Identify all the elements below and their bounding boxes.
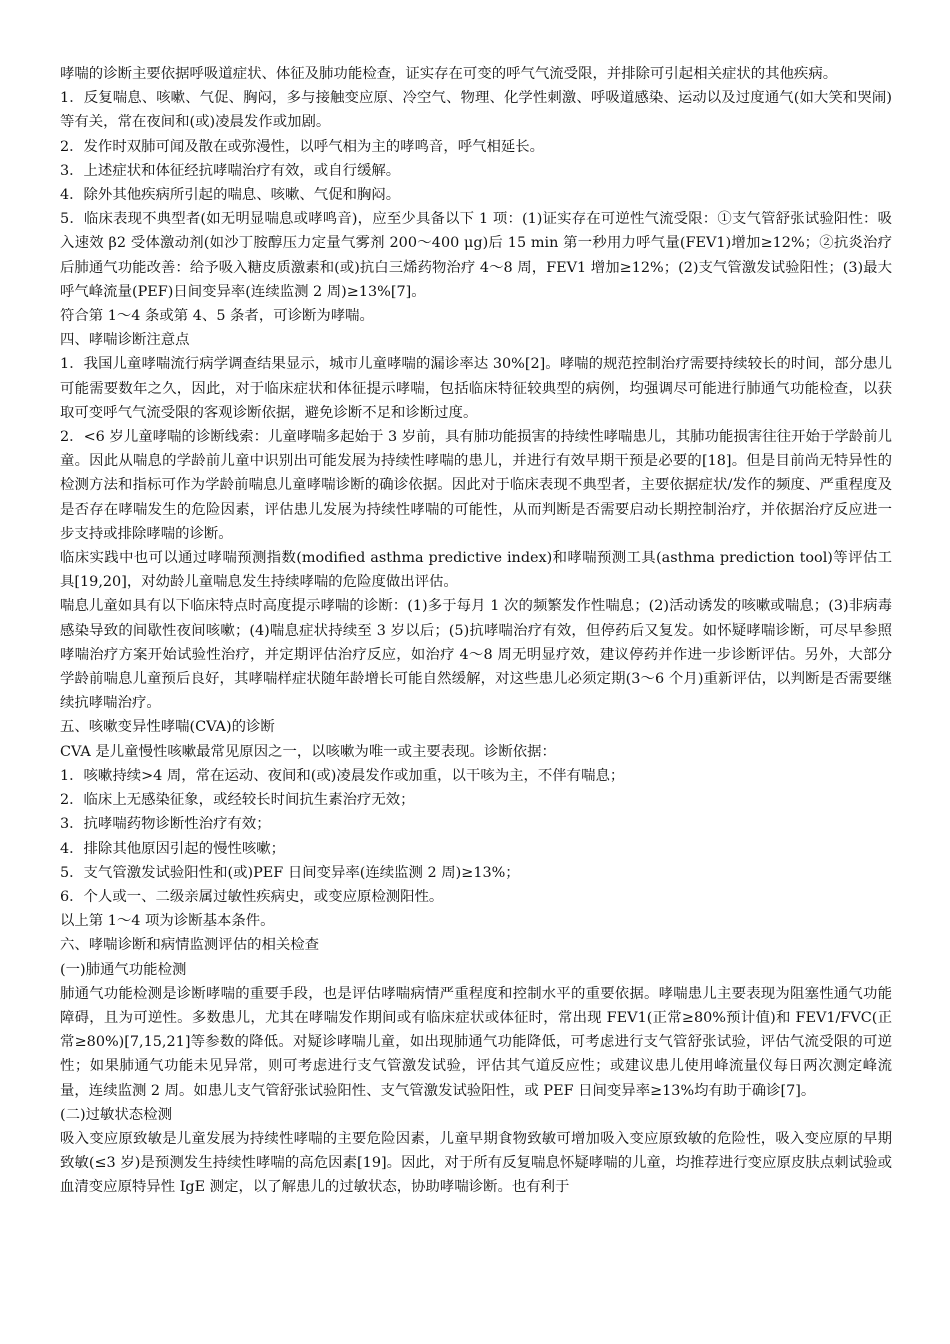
- criterion-1: 1．反复喘息、咳嗽、气促、胸闷，多与接触变应原、冷空气、物理、化学性刺激、呼吸道感染、运动以及过度通气(如大笑和哭闹)等有关，常在夜间和(或)凌晨发作或加剧。: [60, 90, 892, 131]
- criterion-3: 3．上述症状和体征经抗哮喘治疗有效，或自行缓解。: [60, 162, 401, 179]
- cva-criterion-2: 2．临床上无感染征象，或经较长时间抗生素治疗无效；: [60, 792, 415, 809]
- cva-criterion-4: 4．排除其他原因引起的慢性咳嗽；: [60, 840, 286, 857]
- allergy-paragraph: 吸入变应原致敏是儿童发展为持续性哮喘的主要危险因素，儿童早期食物致敏可增加吸入变应原致敏的危险性，吸入变应原的早期致敏(≤3 岁)是预测发生持续性哮喘的高危因素[19]。因此，对于所有反复喘息怀疑哮喘的儿童，均推荐进行变应原皮肤点刺试验或血清变应原特异性 IgE 测定，以了解患儿的过敏状态，协助哮喘诊断。也有利于: [60, 1130, 892, 1196]
- note-1: 1．我国儿童哮喘流行病学调查结果显示，城市儿童哮喘的漏诊率达 30%[2]。哮喘的规范控制治疗需要持续较长的时间，部分患儿可能需要数年之久，因此，对于临床症状和体征提示哮喘，包括临床特征较典型的病例，均强调尽可能进行肺通气功能检查，以获取可变呼气气流受限的客观诊断依据，避免诊断不足和诊断过度。: [60, 356, 892, 421]
- section-heading-6: 六、哮喘诊断和病情监测评估的相关检查: [60, 937, 320, 954]
- section-heading-4: 四、哮喘诊断注意点: [60, 332, 190, 349]
- subsection-heading-1: (一)肺通气功能检测: [60, 961, 187, 978]
- prediction-tools-paragraph: 临床实践中也可以通过哮喘预测指数(modified asthma predictive index)和哮喘预测工具(asthma prediction tool)等评估工具[19,20]，对幼龄儿童喘息发生持续哮喘的危险度做出评估。: [60, 550, 892, 591]
- subsection-heading-2: (二)过敏状态检测: [60, 1106, 172, 1123]
- criteria-conclusion: 符合第 1～4 条或第 4、5 条者，可诊断为哮喘。: [60, 308, 374, 325]
- cva-criterion-3: 3．抗哮喘药物诊断性治疗有效；: [60, 816, 271, 833]
- cva-conclusion: 以上第 1～4 项为诊断基本条件。: [60, 913, 275, 930]
- section-heading-5: 五、咳嗽变异性哮喘(CVA)的诊断: [60, 719, 275, 736]
- criterion-4: 4．除外其他疾病所引起的喘息、咳嗽、气促和胸闷。: [60, 187, 401, 204]
- wheezing-features-paragraph: 喘息儿童如具有以下临床特点时高度提示哮喘的诊断：(1)多于每月 1 次的频繁发作性喘息；(2)活动诱发的咳嗽或喘息；(3)非病毒感染导致的间歇性夜间咳嗽；(4)喘息症状持续至 3 岁以后；(5)抗哮喘治疗有效，但停药后又复发。如怀疑哮喘诊断，可尽早参照哮喘治疗方案开始试验性治疗，并定期评估治疗反应，如治疗 4～8 周无明显疗效，建议停药并作进一步诊断评估。另外，大部分学龄前喘息儿童预后良好，其哮喘样症状随年龄增长可能自然缓解，对这些患儿必须定期(3～6 个月)重新评估，以判断是否需要继续抗哮喘治疗。: [60, 598, 892, 712]
- cva-intro: CVA 是儿童慢性咳嗽最常见原因之一，以咳嗽为唯一或主要表现。诊断依据：: [60, 743, 556, 760]
- lung-function-paragraph: 肺通气功能检测是诊断哮喘的重要手段，也是评估哮喘病情严重程度和控制水平的重要依据。哮喘患儿主要表现为阻塞性通气功能障碍，且为可逆性。多数患儿，尤其在哮喘发作期间或有临床症状或体征时，常出现 FEV1(正常≥80%预计值)和 FEV1/FVC(正常≥80%)[7,15,21]等参数的降低。对疑诊哮喘儿童，如出现肺通气功能降低，可考虑进行支气管舒张试验，评估气流受限的可逆性；如果肺通气功能未见异常，则可考虑进行支气管激发试验，评估其气道反应性；或建议患儿使用峰流量仪每日两次测定峰流量，连续监测 2 周。如患儿支气管舒张试验阳性、支气管激发试验阳性，或 PEF 日间变异率≥13%均有助于确诊[7]。: [60, 985, 892, 1099]
- note-2: 2．<6 岁儿童哮喘的诊断线索：儿童哮喘多起始于 3 岁前，具有肺功能损害的持续性哮喘患儿，其肺功能损害往往开始于学龄前儿童。因此从喘息的学龄前儿童中识别出可能发展为持续性哮喘的患儿，并进行有效早期干预是必要的[18]。但是目前尚无特异性的检测方法和指标可作为学龄前喘息儿童哮喘诊断的确诊依据。因此对于临床表现不典型者，主要依据症状/发作的频度、严重程度及是否存在哮喘发生的危险因素，评估患儿发展为持续性哮喘的可能性，从而判断是否需要启动长期控制治疗，并依据治疗反应进一步支持或排除哮喘的诊断。: [60, 429, 892, 542]
- cva-criterion-1: 1．咳嗽持续>4 周，常在运动、夜间和(或)凌晨发作或加重，以干咳为主，不伴有喘息；: [60, 767, 625, 784]
- intro-paragraph: 哮喘的诊断主要依据呼吸道症状、体征及肺功能检查，证实存在可变的呼气气流受限，并排除可引起相关症状的其他疾病。: [60, 66, 838, 82]
- cva-criterion-5: 5．支气管激发试验阳性和(或)PEF 日间变异率(连续监测 2 周)≥13%；: [60, 864, 520, 881]
- cva-criterion-6: 6．个人或一、二级亲属过敏性疾病史，或变应原检测阳性。: [60, 888, 444, 905]
- criterion-5: 5．临床表现不典型者(如无明显喘息或哮鸣音)，应至少具备以下 1 项：(1)证实存在可逆性气流受限：①支气管舒张试验阳性：吸入速效 β2 受体激动剂(如沙丁胺醇压力定量气雾剂 200～400 μg)后 15 min 第一秒用力呼气量(FEV1)增加≥12%；②抗炎治疗后肺通气功能改善：给予吸入糖皮质激素和(或)抗白三烯药物治疗 4～8 周，FEV1 增加≥12%；(2)支气管激发试验阳性；(3)最大呼气峰流量(PEF)日间变异率(连续监测 2 周)≥13%[7]。: [60, 211, 892, 300]
- criterion-2: 2．发作时双肺可闻及散在或弥漫性，以呼气相为主的哮鸣音，呼气相延长。: [60, 138, 545, 155]
